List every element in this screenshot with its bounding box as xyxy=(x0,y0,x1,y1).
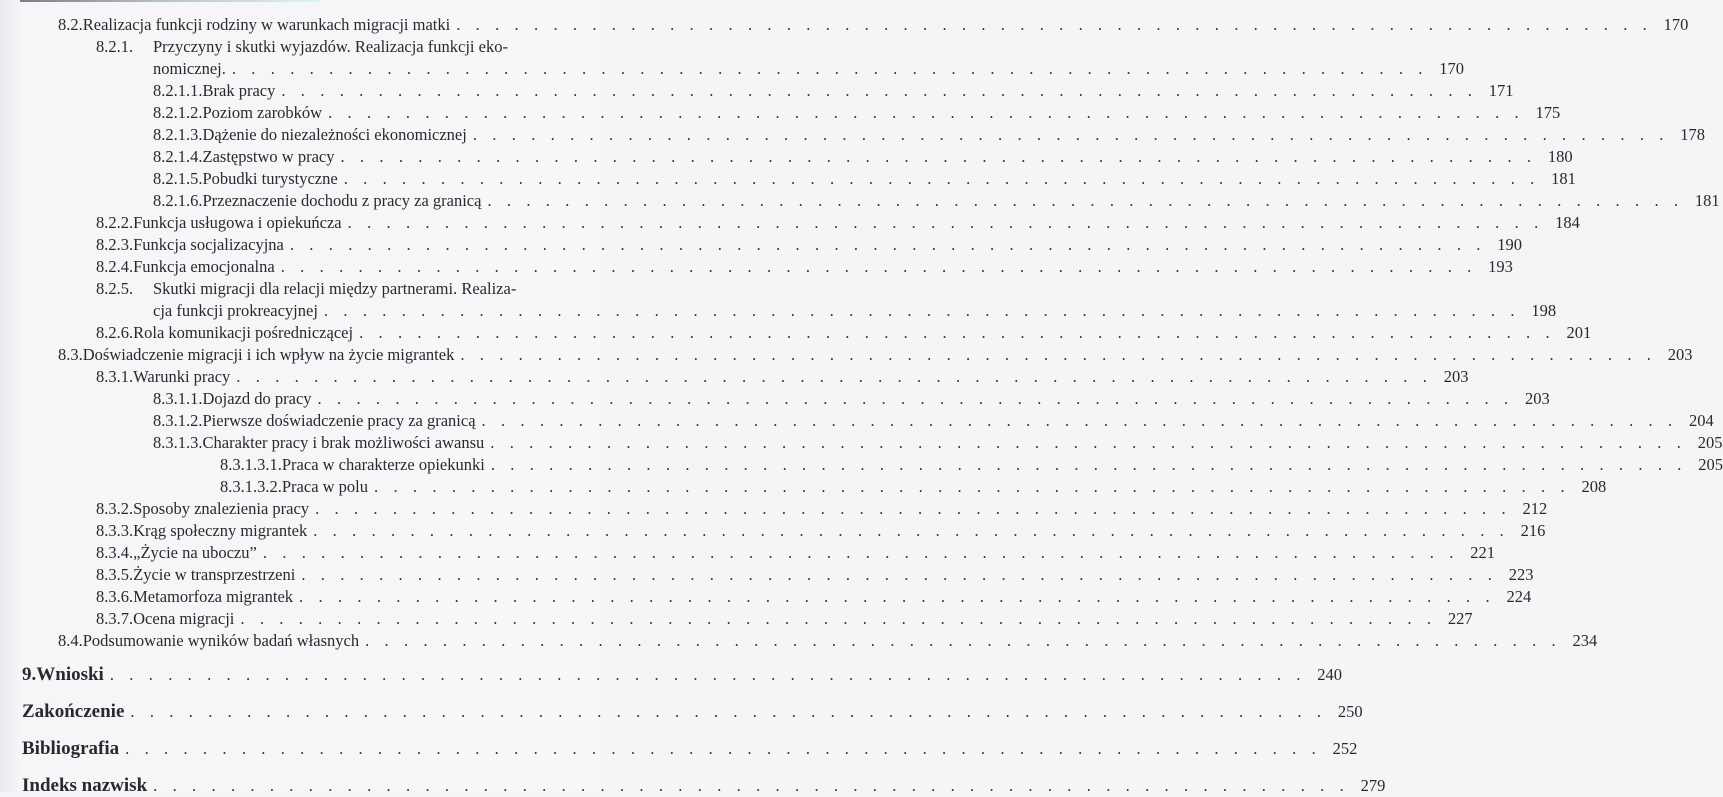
entry-title: Charakter pracy i brak możliwości awansu xyxy=(202,433,485,452)
entry-page: 170 xyxy=(1663,15,1689,34)
entry-number: 8.3.6. xyxy=(96,587,134,606)
entry-page: 178 xyxy=(1680,125,1706,144)
entry-page: 171 xyxy=(1488,81,1514,100)
toc-entry[interactable] xyxy=(96,498,1548,520)
leader-dots: . . . . . . . . . . . . . . . . . . . . . . . . . . . . . . . . . . . . . . . . . . . . . . . . . . . . . . . . . . . . . . xyxy=(240,609,1437,628)
leader-dots: . . . . . . . . . . . . . . . . . . . . . . . . . . . . . . . . . . . . . . . . . . . . . . . . . . . . . . . . . . . . . . xyxy=(236,367,1433,386)
entry-title: Funkcja usługowa i opiekuńcza xyxy=(133,213,342,232)
toc-entry[interactable] xyxy=(153,190,1720,212)
toc-entry[interactable] xyxy=(153,102,1561,124)
entry-number: 8.3.1.1. xyxy=(153,389,203,408)
toc-entry[interactable] xyxy=(96,586,1532,608)
leader-dots: . . . . . . . . . . . . . . . . . . . . . . . . . . . . . . . . . . . . . . . . . . . . . . . . . . . . . . . . . . . . . . xyxy=(281,81,1478,100)
leader-dots: . . . . . . . . . . . . . . . . . . . . . . . . . . . . . . . . . . . . . . . . . . . . . . . . . . . . . . . . . . . . . . xyxy=(374,477,1571,496)
entry-number: 8.2.2. xyxy=(96,213,134,232)
entry-number: 8.2.1. xyxy=(96,37,134,56)
entry-title: Przyczyny i skutki wyjazdów. Realizacja funkcji eko- xyxy=(153,37,508,56)
leader-dots: . . . . . . . . . . . . . . . . . . . . . . . . . . . . . . . . . . . . . . . . . . . . . . . . . . . . . . . . . . . . . . xyxy=(323,301,1521,320)
entry-title: Warunki pracy xyxy=(133,367,231,386)
toc-entry[interactable] xyxy=(153,410,1714,432)
entry-page: 205 xyxy=(1698,455,1723,474)
entry-number: 8.2.1.3. xyxy=(153,125,203,144)
leader-dots: . . . . . . . . . . . . . . . . . . . . . . . . . . . . . . . . . . . . . . . . . . . . . . . . . . . . . . . . . . . . . . xyxy=(317,389,1514,408)
entry-title: Sposoby znalezienia pracy xyxy=(133,499,310,518)
entry-page: 234 xyxy=(1572,631,1598,650)
leader-dots: . . . . . . . . . . . . . . . . . . . . . . . . . . . . . . . . . . . . . . . . . . . . . . . . . . . . . . . . . . . . . . xyxy=(153,776,1350,795)
entry-title: Brak pracy xyxy=(202,81,276,100)
entry-title: Życie w transprzestrzeni xyxy=(133,565,296,584)
entry-page: 203 xyxy=(1667,345,1693,364)
leader-dots: . . . . . . . . . . . . . . . . . . . . . . . . . . . . . . . . . . . . . . . . . . . . . . . . . . . . . . . . . . . . . . xyxy=(315,499,1512,518)
entry-title: Dojazd do pracy xyxy=(202,389,312,408)
toc-entry[interactable] xyxy=(96,212,1580,234)
entry-page: 184 xyxy=(1555,213,1580,232)
entry-number: 8.2.1.2. xyxy=(153,103,203,122)
toc-chapter-entry[interactable] xyxy=(22,664,1343,686)
toc-entry[interactable] xyxy=(96,542,1495,564)
entry-number: 8.3.1.2. xyxy=(153,411,203,430)
leader-dots: . . . . . . . . . . . . . . . . . . . . . . . . . . . . . . . . . . . . . . . . . . . . . . . . . . . . . . . . . . . . . . xyxy=(299,587,1496,606)
toc-chapter-entry[interactable] xyxy=(22,738,1358,760)
entry-number: 8.2. xyxy=(58,15,83,34)
toc-entry[interactable] xyxy=(153,146,1573,168)
leader-dots: . . . . . . . . . . . . . . . . . . . . . . . . . . . . . . . . . . . . . . . . . . . . . . . . . . . . . . . . . . . . . . xyxy=(340,147,1537,166)
entry-title: Wnioski xyxy=(36,664,104,685)
toc-entry[interactable] xyxy=(96,256,1513,278)
entry-title: Ocena migracji xyxy=(133,609,235,628)
entry-page: 252 xyxy=(1332,739,1358,758)
entry-page: 175 xyxy=(1535,103,1561,122)
leader-dots: . . . . . . . . . . . . . . . . . . . . . . . . . . . . . . . . . . . . . . . . . . . . . . . . . . . . . . . . . . . . . . xyxy=(125,739,1322,758)
leader-dots: . . . . . . . . . . . . . . . . . . . . . . . . . . . . . . . . . . . . . . . . . . . . . . . . . . . . . . . . . . . . . . xyxy=(365,631,1562,650)
entry-title: Metamorfoza migrantek xyxy=(133,587,294,606)
entry-title: Bibliografia xyxy=(22,738,120,759)
entry-title: Zakończenie xyxy=(22,701,125,722)
entry-number: 8.3.3. xyxy=(96,521,134,540)
entry-page: 203 xyxy=(1524,389,1550,408)
entry-number: 8.3.1.3.2. xyxy=(220,477,282,496)
toc-entry[interactable] xyxy=(153,300,1557,322)
leader-dots: . . . . . . . . . . . . . . . . . . . . . . . . . . . . . . . . . . . . . . . . . . . . . . . . . . . . . . . . . . . . . . xyxy=(472,125,1670,144)
leader-dots: . . . . . . . . . . . . . . . . . . . . . . . . . . . . . . . . . . . . . . . . . . . . . . . . . . . . . . . . . . . . . . xyxy=(359,323,1556,342)
entry-number: 8.4. xyxy=(58,631,83,650)
leader-dots: . . . . . . . . . . . . . . . . . . . . . . . . . . . . . . . . . . . . . . . . . . . . . . . . . . . . . . . . . . . . . . xyxy=(490,433,1687,452)
leader-dots: . . . . . . . . . . . . . . . . . . . . . . . . . . . . . . . . . . . . . . . . . . . . . . . . . . . . . . . . . . . . . . xyxy=(456,15,1653,34)
entry-page: 193 xyxy=(1488,257,1513,276)
entry-title: Dążenie do niezależności ekonomicznej xyxy=(202,125,467,144)
entry-number: 8.2.3. xyxy=(96,235,134,254)
entry-number: 8.2.1.1. xyxy=(153,81,203,100)
entry-title: Indeks nazwisk xyxy=(22,775,148,796)
entry-number: 9. xyxy=(22,664,37,685)
toc-entry[interactable] xyxy=(96,234,1523,256)
toc-chapter-entry[interactable] xyxy=(22,775,1386,797)
leader-dots: . . . . . . . . . . . . . . . . . . . . . . . . . . . . . . . . . . . . . . . . . . . . . . . . . . . . . . . . . . . . . . xyxy=(301,565,1498,584)
entry-title-continued: nomicznej. xyxy=(153,59,226,78)
toc-entry[interactable] xyxy=(96,564,1534,586)
toc-entry[interactable] xyxy=(220,454,1723,476)
entry-page: 201 xyxy=(1566,323,1592,342)
toc-entry[interactable] xyxy=(96,608,1473,630)
leader-dots: . . . . . . . . . . . . . . . . . . . . . . . . . . . . . . . . . . . . . . . . . . . . . . . . . . . . . . . . . . . . . . xyxy=(347,213,1544,232)
entry-title: Funkcja socjalizacyjna xyxy=(133,235,284,254)
entry-title: Doświadczenie migracji i ich wpływ na życie migrantek xyxy=(82,345,455,364)
entry-title: Podsumowanie wyników badań własnych xyxy=(82,631,360,650)
entry-number: 8.2.5. xyxy=(96,279,134,298)
entry-number: 8.3. xyxy=(58,345,83,364)
toc-entry[interactable] xyxy=(96,520,1546,542)
leader-dots: . . . . . . . . . . . . . . . . . . . . . . . . . . . . . . . . . . . . . . . . . . . . . . . . . . . . . . . . . . . . . . xyxy=(109,665,1307,684)
entry-number: 8.3.7. xyxy=(96,609,134,628)
entry-title: Rola komunikacji pośredniczącej xyxy=(133,323,354,342)
toc-entry-first-line[interactable] xyxy=(96,36,508,58)
entry-number: 8.3.1.3. xyxy=(153,433,203,452)
entry-page: 181 xyxy=(1551,169,1576,188)
entry-title: Pierwsze doświadczenie pracy za granicą xyxy=(202,411,476,430)
leader-dots: . . . . . . . . . . . . . . . . . . . . . . . . . . . . . . . . . . . . . . . . . . . . . . . . . . . . . . . . . . . . . . xyxy=(262,543,1459,562)
entry-title: Poziom zarobków xyxy=(202,103,323,122)
toc-entry[interactable] xyxy=(58,14,1689,36)
entry-page: 204 xyxy=(1688,411,1714,430)
entry-number: 8.3.1.3.1. xyxy=(220,455,282,474)
leader-dots: . . . . . . . . . . . . . . . . . . . . . . . . . . . . . . . . . . . . . . . . . . . . . . . . . . . . . . . . . . . . . . xyxy=(481,411,1678,430)
entry-title: Funkcja emocjonalna xyxy=(133,257,275,276)
entry-number: 8.3.2. xyxy=(96,499,134,518)
entry-title-continued: cja funkcji prokreacyjnej xyxy=(153,301,318,320)
entry-page: 216 xyxy=(1520,521,1546,540)
entry-page: 208 xyxy=(1581,477,1607,496)
toc-entry[interactable] xyxy=(220,476,1607,498)
entry-number: 8.2.1.5. xyxy=(153,169,203,188)
entry-title: Krąg społeczny migrantek xyxy=(133,521,308,540)
toc-entry[interactable] xyxy=(153,58,1465,80)
entry-title: Skutki migracji dla relacji między partnerami. Realiza- xyxy=(153,279,517,298)
entry-page: 221 xyxy=(1470,543,1495,562)
entry-number: 8.3.5. xyxy=(96,565,134,584)
entry-number: 8.2.1.6. xyxy=(153,191,203,210)
entry-title: Realizacja funkcji rodziny w warunkach migracji matki xyxy=(82,15,451,34)
toc-entry[interactable] xyxy=(96,322,1592,344)
top-edge-strip xyxy=(20,0,320,2)
entry-page: 279 xyxy=(1360,776,1386,795)
leader-dots: . . . . . . . . . . . . . . . . . . . . . . . . . . . . . . . . . . . . . . . . . . . . . . . . . . . . . . . . . . . . . . xyxy=(460,345,1657,364)
entry-number: 8.3.1. xyxy=(96,367,134,386)
entry-page: 223 xyxy=(1508,565,1534,584)
entry-page: 170 xyxy=(1439,59,1465,78)
toc-entry[interactable] xyxy=(96,366,1469,388)
entry-page: 250 xyxy=(1337,702,1363,721)
leader-dots: . . . . . . . . . . . . . . . . . . . . . . . . . . . . . . . . . . . . . . . . . . . . . . . . . . . . . . . . . . . . . . xyxy=(231,59,1429,78)
entry-page: 190 xyxy=(1497,235,1523,254)
entry-number: 8.2.6. xyxy=(96,323,134,342)
entry-title: Pobudki turystyczne xyxy=(202,169,338,188)
entry-page: 180 xyxy=(1547,147,1573,166)
toc-entry[interactable] xyxy=(153,168,1576,190)
entry-page: 240 xyxy=(1317,665,1343,684)
entry-number: 8.3.4. xyxy=(96,543,134,562)
entry-page: 212 xyxy=(1522,499,1548,518)
leader-dots: . . . . . . . . . . . . . . . . . . . . . . . . . . . . . . . . . . . . . . . . . . . . . . . . . . . . . . . . . . . . . . xyxy=(313,521,1510,540)
entry-title: Praca w polu xyxy=(281,477,369,496)
leader-dots: . . . . . . . . . . . . . . . . . . . . . . . . . . . . . . . . . . . . . . . . . . . . . . . . . . . . . . . . . . . . . . xyxy=(130,702,1327,721)
entry-page: 181 xyxy=(1694,191,1720,210)
toc-entry[interactable] xyxy=(153,432,1723,454)
entry-number: 8.2.1.4. xyxy=(153,147,203,166)
toc-entry[interactable] xyxy=(153,388,1550,410)
toc-entry[interactable] xyxy=(153,124,1706,146)
entry-page: 198 xyxy=(1531,301,1557,320)
toc-entry[interactable] xyxy=(58,344,1693,366)
leader-dots: . . . . . . . . . . . . . . . . . . . . . . . . . . . . . . . . . . . . . . . . . . . . . . . . . . . . . . . . . . . . . . xyxy=(289,235,1487,254)
entry-page: 227 xyxy=(1447,609,1473,628)
entry-page: 203 xyxy=(1443,367,1469,386)
entry-page: 224 xyxy=(1506,587,1532,606)
toc-entry-first-line[interactable] xyxy=(96,278,516,300)
leader-dots: . . . . . . . . . . . . . . . . . . . . . . . . . . . . . . . . . . . . . . . . . . . . . . . . . . . . . . . . . . . . . . xyxy=(280,257,1477,276)
leader-dots: . . . . . . . . . . . . . . . . . . . . . . . . . . . . . . . . . . . . . . . . . . . . . . . . . . . . . . . . . . . . . . xyxy=(487,191,1684,210)
toc-entry[interactable] xyxy=(153,80,1514,102)
leader-dots: . . . . . . . . . . . . . . . . . . . . . . . . . . . . . . . . . . . . . . . . . . . . . . . . . . . . . . . . . . . . . . xyxy=(490,455,1688,474)
leader-dots: . . . . . . . . . . . . . . . . . . . . . . . . . . . . . . . . . . . . . . . . . . . . . . . . . . . . . . . . . . . . . . xyxy=(328,103,1525,122)
entry-title: „Życie na uboczu” xyxy=(133,543,257,562)
entry-title: Praca w charakterze opiekunki xyxy=(281,455,485,474)
entry-title: Przeznaczenie dochodu z pracy za granicą xyxy=(202,191,482,210)
entry-number: 8.2.4. xyxy=(96,257,134,276)
entry-title: Zastępstwo w pracy xyxy=(202,147,335,166)
toc-entry[interactable] xyxy=(58,630,1598,652)
toc-chapter-entry[interactable] xyxy=(22,701,1363,723)
leader-dots: . . . . . . . . . . . . . . . . . . . . . . . . . . . . . . . . . . . . . . . . . . . . . . . . . . . . . . . . . . . . . . xyxy=(343,169,1540,188)
entry-page: 205 xyxy=(1697,433,1723,452)
